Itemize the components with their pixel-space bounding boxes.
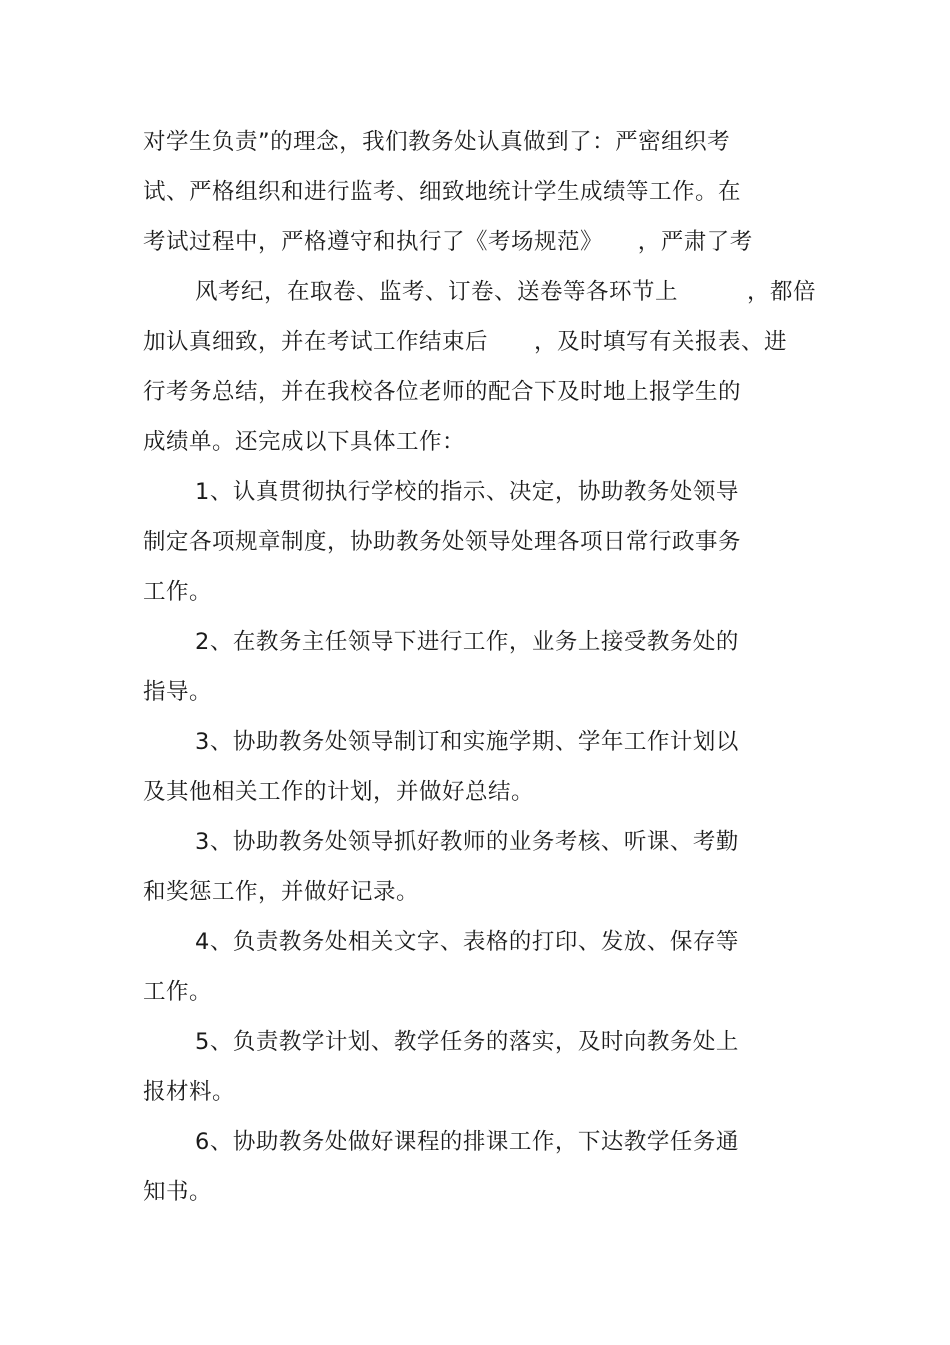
text-line: 风考纪，在取卷、监考、订卷、送卷等各环节上 ，都倍 [195, 279, 817, 305]
text-line: 4、负责教务处相关文字、表格的打印、发放、保存等 [195, 929, 739, 955]
text-line: 知书。 [143, 1179, 213, 1205]
text-line: 5、负责教学计划、教学任务的落实，及时向教务处上 [195, 1029, 739, 1055]
text-line: 工作。 [143, 979, 213, 1005]
text-line: 及其他相关工作的计划，并做好总结。 [143, 779, 535, 805]
text-line: 3、协助教务处领导抓好教师的业务考核、听课、考勤 [195, 829, 739, 855]
text-line: 报材料。 [143, 1079, 236, 1105]
text-line: 指导。 [143, 679, 213, 705]
text-line: 考试过程中，严格遵守和执行了《考场规范》 ，严肃了考 [143, 229, 753, 255]
text-line: 工作。 [143, 579, 213, 605]
text-line: 2、在教务主任领导下进行工作，业务上接受教务处的 [195, 629, 739, 655]
text-line: 3、协助教务处领导制订和实施学期、学年工作计划以 [195, 729, 739, 755]
text-line: 制定各项规章制度，协助教务处领导处理各项日常行政事务 [143, 529, 742, 555]
text-line: 1、认真贯彻执行学校的指示、决定，协助教务处领导 [195, 479, 739, 505]
text-line: 对学生负责”的理念，我们教务处认真做到了：严密组织考 [143, 129, 731, 155]
text-line: 6、协助教务处做好课程的排课工作，下达教学任务通 [195, 1129, 739, 1155]
text-line: 试、严格组织和进行监考、细致地统计学生成绩等工作。在 [143, 179, 742, 205]
text-line: 成绩单。还完成以下具体工作： [143, 429, 466, 455]
text-line: 和奖惩工作，并做好记录。 [143, 879, 420, 905]
text-line: 行考务总结，并在我校各位老师的配合下及时地上报学生的 [143, 379, 742, 405]
text-line: 加认真细致，并在考试工作结束后 ，及时填写有关报表、进 [143, 329, 788, 355]
